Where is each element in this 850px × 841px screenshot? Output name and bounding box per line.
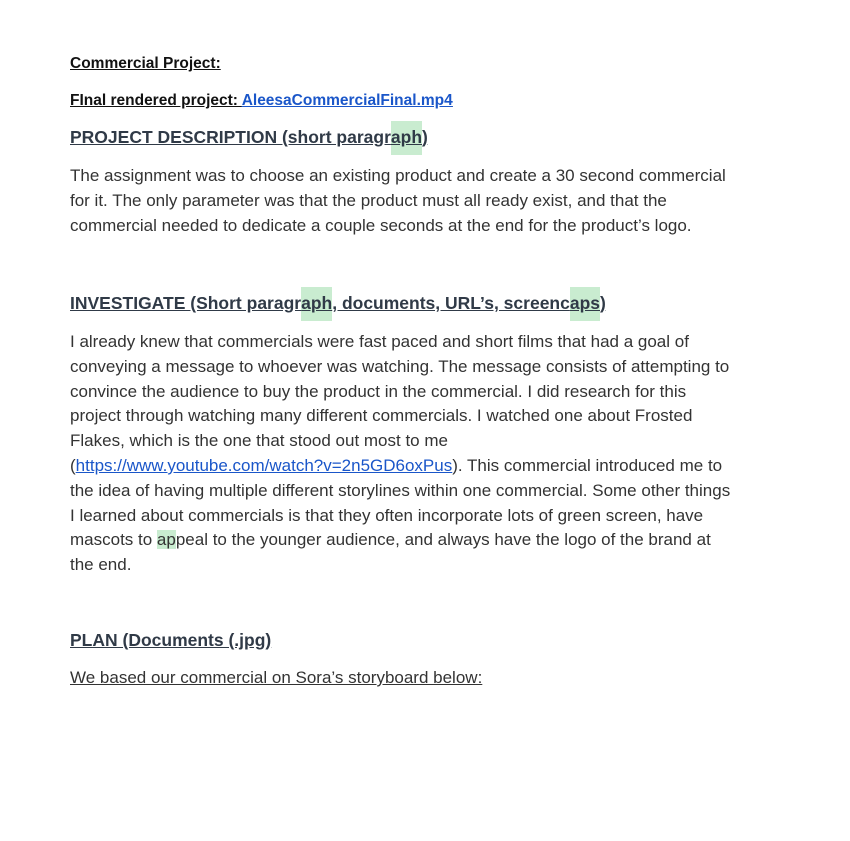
heading-investigate: INVESTIGATE (Short paragraph, documents, URL’s, screencaps) [70,293,606,314]
investigate-paragraph: I already knew that commercials were fast paced and short films that had a goal of conveying a message to whoever was watching. The message consists of attempting to convince the audience to buy the product in the commercial. I did research for this project through watching many different commercials. I watched one about Frosted Flakes, which is the one that stood out most to me (https://www.youtube.com/watch?v=2n5GD6oxPus). This commercial introduced me to the idea of having multiple different storylines within one commercial. Some other things I learned about commercials is that they often incorporate lots of green screen, have mascots to appeal to the younger audience, and always have the logo of the brand at the end. [70,330,800,578]
document-title: Commercial Project: [70,55,221,72]
comment-highlight[interactable]: aph [391,121,422,155]
comment-highlight[interactable]: aps [570,287,600,321]
youtube-link[interactable]: https://www.youtube.com/watch?v=2n5GD6oxPus [75,455,453,475]
youtube-link-line: (https://www.youtube.com/watch?v=2n5GD6oxPus). This commercial introduced me to [70,455,723,475]
heading-project-description: PROJECT DESCRIPTION (short paragraph) [70,127,428,148]
comment-highlight[interactable]: aph [301,287,332,321]
final-project-line [70,92,453,110]
comment-highlight[interactable]: ap [156,530,176,550]
plan-note: We based our commercial on Sora’s storyboard below: [70,668,483,687]
heading-plan: PLAN (Documents (.jpg) [70,630,272,650]
final-project-label: FInal rendered project: [70,92,242,109]
description-paragraph: The assignment was to choose an existing product and create a 30 second commercial for it. The only parameter was that the product must all ready exist, and that the commercial needed to dedicate a couple seconds at the end for the product’s logo. [70,166,726,235]
final-video-link[interactable]: AleesaCommercialFinal.mp4 [241,92,453,109]
